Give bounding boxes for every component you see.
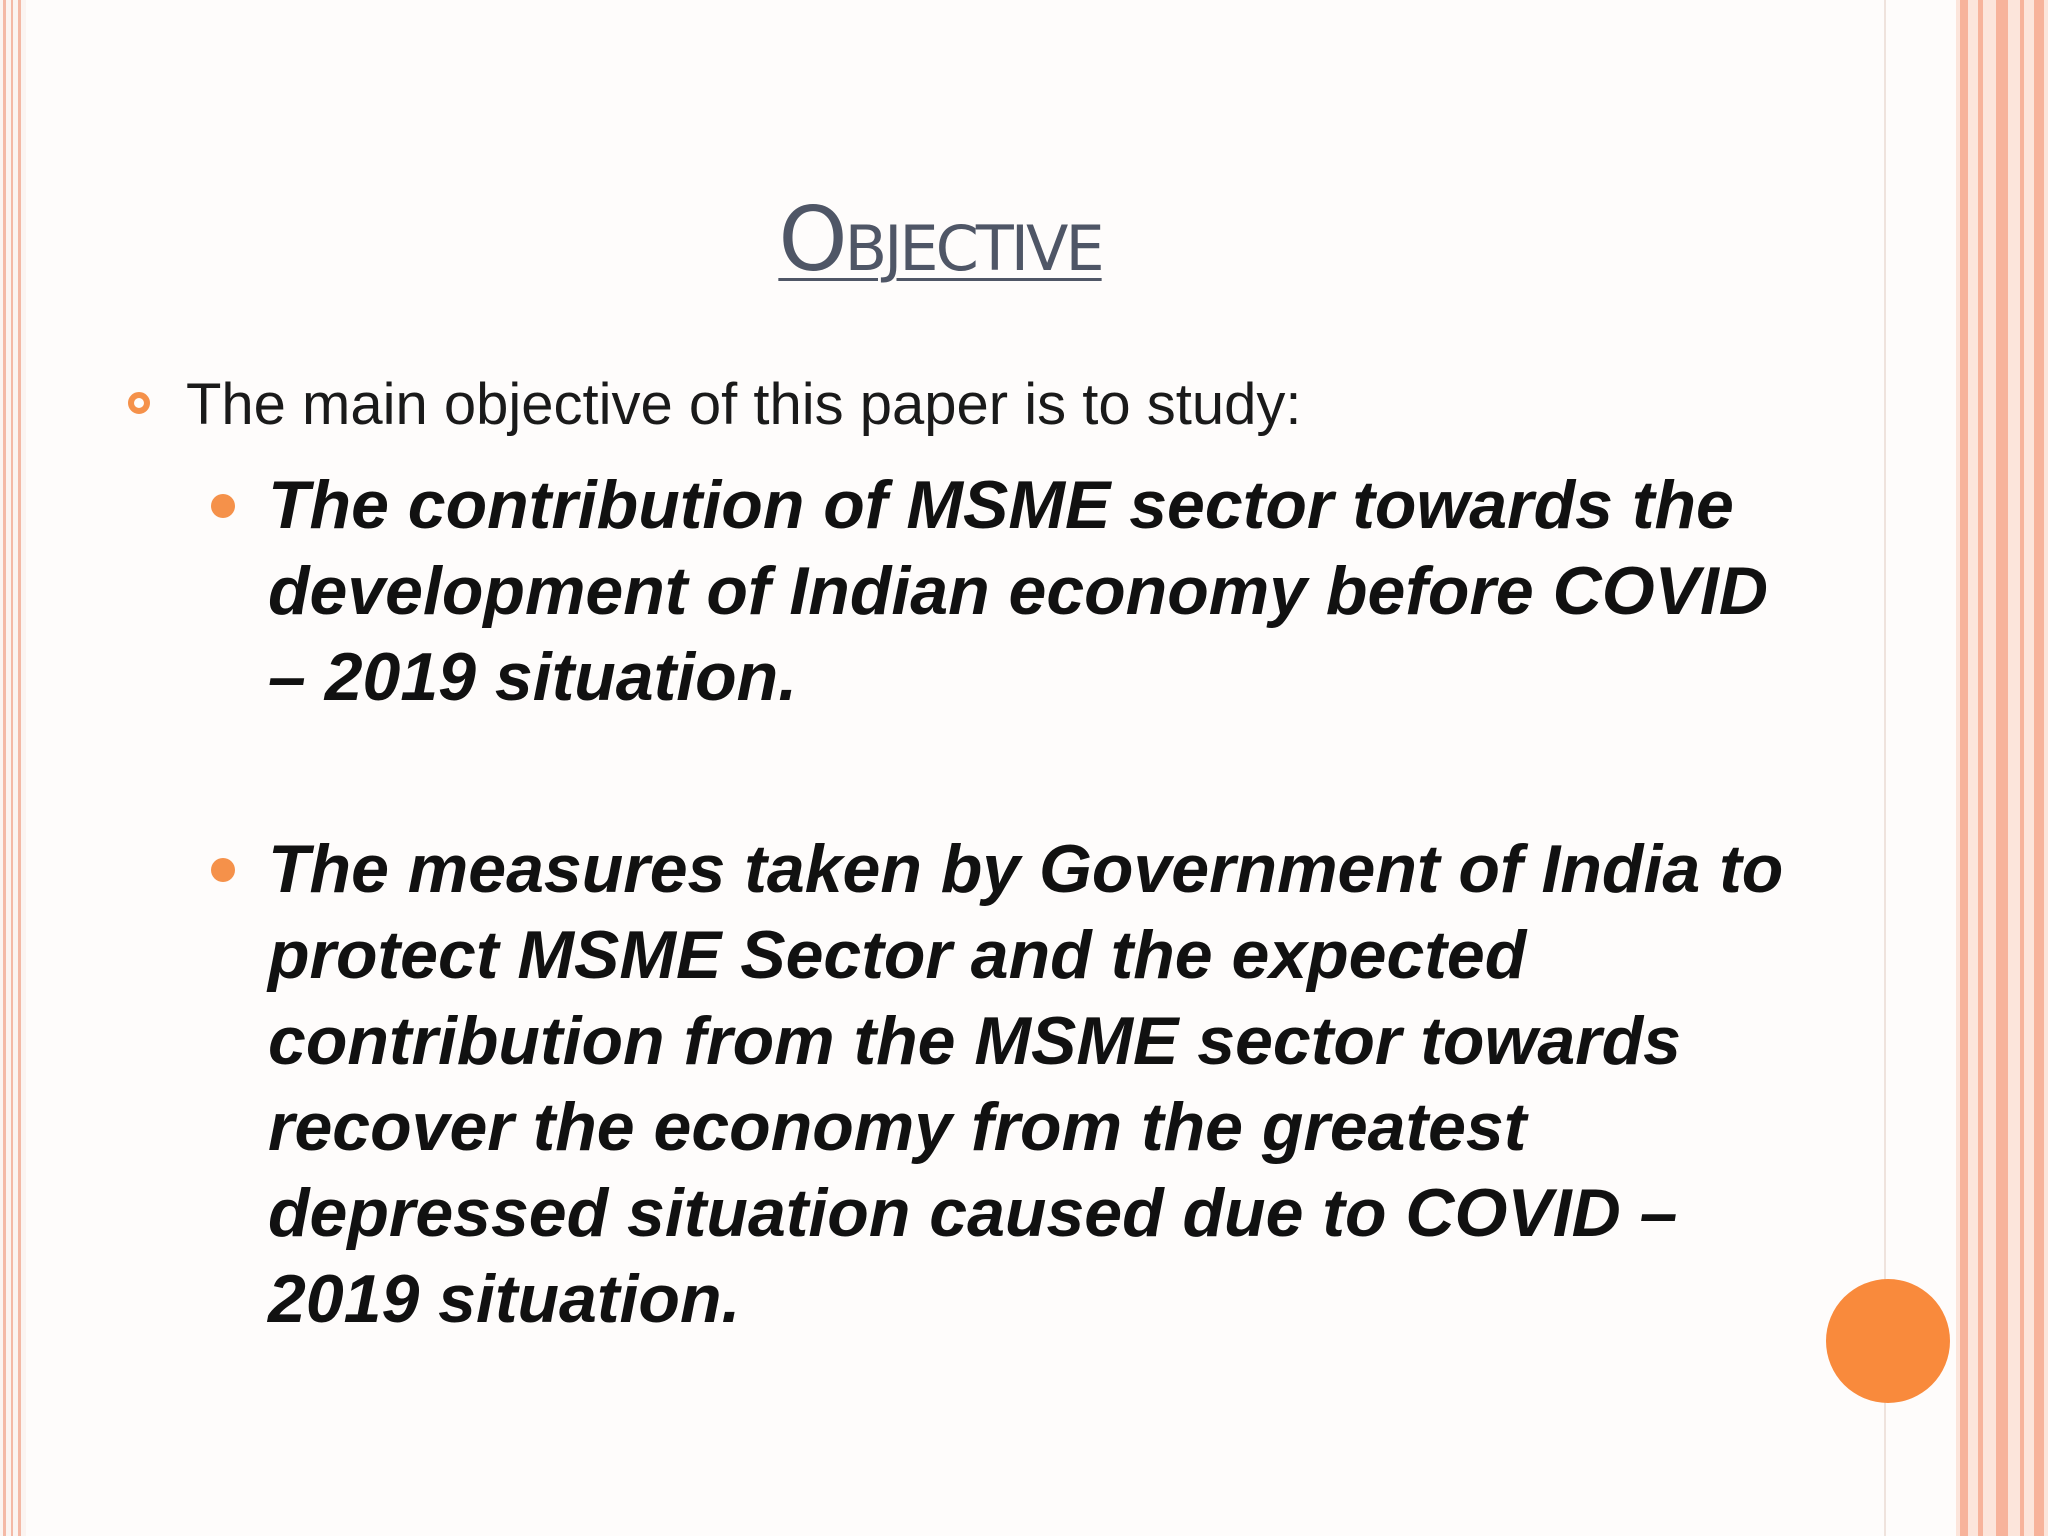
point-item: The contribution of MSME sector towards the development of Indian economy before COVID – 2019 situation. (268, 467, 1768, 715)
point-item: The measures taken by Government of India to protect MSME Sector and the expected contribution from the MSME sector towards recover the economy from the greatest depressed situation caused due to COVID – 2019 situation. (268, 831, 1784, 1337)
dot-bullet-icon (211, 494, 235, 518)
right-border-line (2020, 0, 2024, 1536)
right-border-line (2034, 0, 2044, 1536)
right-decorative-border (1956, 0, 2048, 1536)
intro-text: The main objective of this paper is to study: (186, 372, 1302, 437)
decorative-circle (1826, 1279, 1950, 1403)
right-border-line (1978, 0, 1983, 1536)
ring-bullet-icon (128, 392, 150, 414)
slide-title: Objective (778, 188, 1102, 291)
right-border-line (1960, 0, 1968, 1536)
right-border-line (1996, 0, 2008, 1536)
dot-bullet-icon (211, 858, 235, 882)
